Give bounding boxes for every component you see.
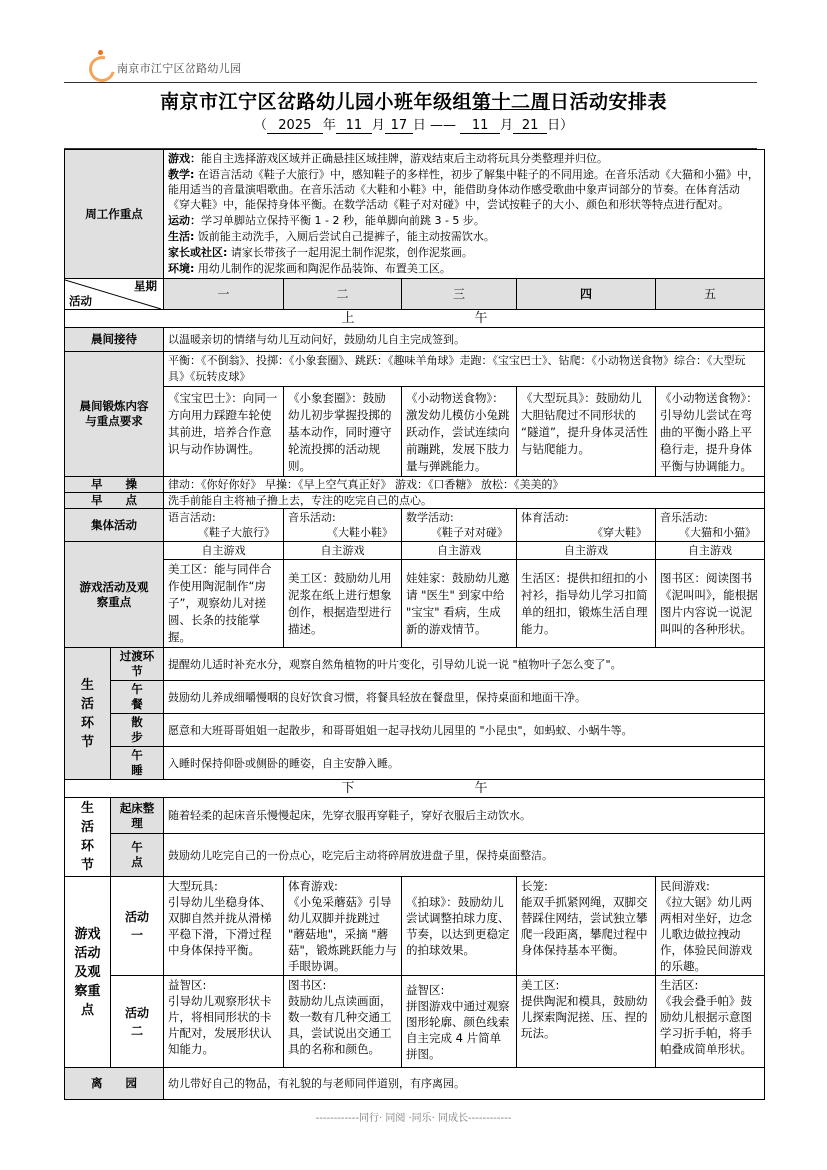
activity-name: 《鞋子大旅行》 xyxy=(198,526,275,539)
group-activity-mon xyxy=(164,509,284,542)
reception-label: 晨间接待 xyxy=(65,328,164,352)
departure-label: 离 园 xyxy=(65,1068,164,1100)
activity-type: 生活区: xyxy=(660,978,699,992)
morning-section-row xyxy=(65,310,765,328)
afternoon-snack-label: 午 点 xyxy=(111,834,164,877)
corner-weekday-label: 星期 xyxy=(134,279,157,293)
nap-label: 午 睡 xyxy=(111,747,164,780)
activity-name: 《鞋子对对碰》 xyxy=(431,526,508,539)
weekly-focus-label: 周工作重点 xyxy=(65,150,164,279)
activity2-fri xyxy=(656,976,765,1068)
activity2-mon xyxy=(164,976,284,1068)
label-line: 晨间锻炼内容 xyxy=(79,399,149,413)
play-type-wed: 自主游戏 xyxy=(402,542,517,560)
walk-row xyxy=(65,714,765,747)
activity-name: 《大鞋小鞋》 xyxy=(327,526,393,539)
focus-key: 家长或社区: xyxy=(168,246,228,259)
afternoon-snack-row xyxy=(65,834,765,877)
focus-key: 游戏： xyxy=(168,152,201,165)
play-thu: 生活区：提供扣纽扣的小衬衫，指导幼儿学习扣简单的纽扣，锻炼生活自理能力。 xyxy=(517,560,656,648)
activity-text: 《拍球》：鼓励幼儿尝试调整拍球力度、节奏，以达到更稳定的拍球效果。 xyxy=(406,895,510,957)
exercise-mon: 《宝宝巴士》：向同一方向用力踩蹬车轮使其前进，培养合作意识与动作协调性。 xyxy=(164,387,284,477)
activity-type: 民间游戏: xyxy=(660,879,710,893)
focus-key: 教学: xyxy=(168,168,195,181)
focus-text: 用幼儿制作的泥浆画和陶泥作品装饰、布置美工区。 xyxy=(194,262,451,275)
departure-row xyxy=(65,1068,765,1100)
play-type-mon: 自主游戏 xyxy=(164,542,284,560)
label-char: 生 xyxy=(80,677,94,693)
activity-text: 提供陶泥和模具，鼓励幼儿探索陶泥搓、压、捏的玩法。 xyxy=(521,994,648,1040)
label-char: 活 xyxy=(80,820,94,835)
school-logo xyxy=(89,44,241,80)
play-tue: 美工区：鼓励幼儿用泥浆在纸上进行想象创作，根据造型进行描述。 xyxy=(284,560,402,648)
schedule-table xyxy=(64,149,765,1100)
exercise-days-row xyxy=(65,387,765,477)
logo-icon xyxy=(89,48,115,80)
label-line: 游戏 xyxy=(74,926,101,942)
activity-text: 《我会叠手帕》鼓励幼儿根据示意图学习折手帕，将手帕叠成简单形状。 xyxy=(660,994,752,1056)
wakeup-row xyxy=(65,798,765,834)
focus-item xyxy=(168,213,760,228)
exercise-summary-row xyxy=(65,352,765,387)
title-prefix: 南京市江宁区岔路幼儿园小班年级组 xyxy=(159,91,472,113)
reception-row xyxy=(65,328,765,352)
weekly-focus-content xyxy=(164,150,765,279)
nap-text: 入睡时保持仰卧或侧卧的睡姿，自主安静入睡。 xyxy=(164,747,765,780)
walk-label: 散 步 xyxy=(111,714,164,747)
morning-exercise-row xyxy=(65,477,765,493)
day-header-tue: 二 xyxy=(284,279,402,310)
exercise-thu: 《大型玩具》：鼓励幼儿大胆钻爬过不同形状的 “隧道”，提升身体灵活性与钻爬能力。 xyxy=(517,387,656,477)
activity-name: 《大猫和小猫》 xyxy=(679,526,757,539)
lunch-text: 鼓励幼儿养成细嚼慢咽的良好饮食习惯，将餐具轻放在餐盘里，保持桌面和地面干净。 xyxy=(164,681,765,714)
play-type-thu: 自主游戏 xyxy=(517,542,656,560)
group-activity-wed xyxy=(402,509,517,542)
group-activity-thu xyxy=(517,509,656,542)
activity-text: 《拉大锯》幼儿两两相对坐好，边念儿歌边做拉拽动作，体验民间游戏的乐趣。 xyxy=(660,895,752,973)
focus-key: 生活: xyxy=(168,230,195,243)
departure-text: 幼儿带好自己的物品，有礼貌的与老师同伴道别，有序离园。 xyxy=(164,1068,765,1100)
morning-section-label xyxy=(65,310,765,328)
activity-type: 长笼: xyxy=(521,879,548,893)
label-line: 与重点要求 xyxy=(85,414,143,428)
label-line: 活动 xyxy=(74,945,101,961)
date-close: 日） xyxy=(547,118,574,133)
section-char: 午 xyxy=(474,311,488,326)
morning-exercise-label: 早 操 xyxy=(65,477,164,493)
month-unit: 月 xyxy=(371,118,385,133)
focus-item xyxy=(168,245,760,260)
afternoon-section-label xyxy=(65,780,765,798)
activity1-tue xyxy=(284,877,402,976)
day-header-wed: 三 xyxy=(402,279,517,310)
label-line: 察重点 xyxy=(96,594,132,609)
date-end-day: 21 xyxy=(513,118,547,134)
date-year: 2025 xyxy=(267,118,323,134)
day-unit: 日 xyxy=(412,118,426,133)
transition-label: 过渡环节 xyxy=(111,648,164,681)
label-char: 节 xyxy=(80,734,94,750)
date-dash: —— xyxy=(430,118,457,133)
activity-type: 大型玩具: xyxy=(168,879,218,893)
activity-type: 体育游戏: xyxy=(288,879,338,893)
label-line: 二 xyxy=(130,1023,143,1038)
focus-text: 请家长带孩子一起用泥土制作泥浆，创作泥浆画。 xyxy=(227,246,473,259)
focus-text: 饭前能主动洗手，入厕后尝试自己提裤子，能主动按需饮水。 xyxy=(194,230,495,243)
afternoon-snack-text: 鼓励幼儿吃完自己的一份点心，吃完后主动将碎屑放进盘子里，保持桌面整洁。 xyxy=(164,834,765,877)
exercise-fri: 《小动物送食物》：引导幼儿尝试在弯曲的平衡小路上平稳行走，提升身体平衡与协调能力。 xyxy=(656,387,765,477)
label-line: 察重 xyxy=(74,983,101,999)
afternoon-life-group-label xyxy=(65,798,111,877)
morning-snack-row xyxy=(65,493,765,509)
activity-text: 引导幼儿坐稳身体、双脚自然并拢从滑梯平稳下滑，下滑过程中身体保持平衡。 xyxy=(168,895,272,957)
title-suffix: 日活动安排表 xyxy=(550,91,668,113)
wakeup-text: 随着轻柔的起床音乐慢慢起床，先穿衣服再穿鞋子，穿好衣服后主动饮水。 xyxy=(164,798,765,834)
focus-key: 环境: xyxy=(168,262,195,275)
play-type-fri: 自主游戏 xyxy=(656,542,765,560)
focus-text: 在语言活动《鞋子大旅行》中，感知鞋子的多样性，初步了解集中鞋子的不同用途。在音乐活动《大猫和小猫》中，能用适当的音量演唱歌曲。在音乐活动《大鞋和小鞋》中，能借助身体动作感受歌曲中象声词部分的节奏。在体育活动《穿大鞋》中，能保持身体平衡。在数学活动《鞋子对对碰》中，尝试按鞋子的大小、颜色和形状等特点进行配对。 xyxy=(168,168,759,211)
week-header-row xyxy=(65,279,765,310)
activity-type: 益智区: xyxy=(168,978,207,992)
label-char: 生 xyxy=(80,801,94,816)
logo-text: 南京市江宁区岔路幼儿园 xyxy=(117,62,242,75)
afternoon-play-group-label xyxy=(65,877,111,1068)
activity-type: 体育活动: xyxy=(521,511,569,524)
activity1-fri xyxy=(656,877,765,976)
group-activity-label: 集体活动 xyxy=(65,509,164,542)
label-line: 点 xyxy=(80,1002,94,1018)
activity-name: 《穿大鞋》 xyxy=(592,526,647,539)
footer-motto: ------------同行· 同阅 ·同乐· 同成长------------ xyxy=(315,1113,512,1124)
date-open: （ xyxy=(253,118,267,133)
corner-activity-label: 活动 xyxy=(69,294,92,308)
label-line: 活动 xyxy=(124,910,149,924)
label-line: 一 xyxy=(130,928,143,942)
nap-row xyxy=(65,747,765,780)
play-days-row xyxy=(65,560,765,648)
play-fri: 图书区：阅读图书《泥叫叫》，能根据图片内容说一说泥叫叫的各种形状。 xyxy=(656,560,765,648)
focus-item xyxy=(168,151,760,166)
label-line: 及观 xyxy=(74,964,101,980)
exercise-tue: 《小象套圈》：鼓励幼儿初步掌握投掷的基本动作，同时遵守轮流投掷的活动规则。 xyxy=(284,387,402,477)
year-unit: 年 xyxy=(322,118,336,133)
group-activity-row xyxy=(65,509,765,542)
morning-life-group-label xyxy=(65,648,111,780)
day-header-mon: 一 xyxy=(164,279,284,310)
activity-text: 拼图游戏中通过观察图形轮廓、颜色线索自主完成 4 片简单拼图。 xyxy=(406,998,510,1061)
date-range xyxy=(0,114,827,134)
activity1-mon xyxy=(164,877,284,976)
walk-text: 愿意和大班哥哥姐姐一起散步，和哥哥姐姐一起寻找幼儿园里的 "小昆虫"，如蚂蚁、小蜗牛等。 xyxy=(164,714,765,747)
lunch-row xyxy=(65,681,765,714)
label-char: 节 xyxy=(80,858,94,873)
morning-snack-label: 早 点 xyxy=(65,493,164,509)
afternoon-activity1-row xyxy=(65,877,765,976)
reception-text: 以温暖亲切的情绪与幼儿互动问好，鼓励幼儿自主完成签到。 xyxy=(164,328,765,352)
title-week: 第十二周 xyxy=(471,91,550,113)
activity-text: 《小兔采蘑菇》引导幼儿双脚并拢跳过 "蘑菇地"，采摘 "蘑菇"，锻炼跳跃能力与手眼协调。 xyxy=(288,895,397,973)
activity1-wed xyxy=(402,877,517,976)
day-header-fri: 五 xyxy=(656,279,765,310)
exercise-wed: 《小动物送食物》：激发幼儿模仿小兔跳跃动作，尝试连续向前蹦跳，发展下肢力量与弹跳能力。 xyxy=(402,387,517,477)
label-line: 游戏活动及观 xyxy=(79,579,149,594)
activity-type: 图书区: xyxy=(288,978,327,992)
focus-text: 能自主选择游戏区域并正确悬挂区域挂牌，游戏结束后主动将玩具分类整理并归位。 xyxy=(201,152,608,165)
activity-type: 数学活动: xyxy=(406,511,454,524)
page-title xyxy=(0,87,827,114)
group-activity-tue xyxy=(284,509,402,542)
focus-key: 运动： xyxy=(168,214,201,227)
play-type-tue: 自主游戏 xyxy=(284,542,402,560)
weekly-focus-row xyxy=(65,150,765,279)
activity1-label xyxy=(111,877,164,976)
afternoon-activity2-row xyxy=(65,976,765,1068)
activity-text: 能双手抓紧网绳，双脚交替踩住网结，尝试独立攀爬一段距离，攀爬过程中身体保持基本平衡。 xyxy=(521,895,648,957)
morning-exercise-text: 律动：《你好你好》 早操：《早上空气真正好》 游戏：《口香糖》 放松：《美美的》 xyxy=(164,477,765,493)
label-char: 环 xyxy=(80,839,94,854)
activity2-thu xyxy=(517,976,656,1068)
activity2-tue xyxy=(284,976,402,1068)
month-unit: 月 xyxy=(500,118,514,133)
activity-text: 引导幼儿观察形状卡片，将相同形状的卡片配对，发展形状认知能力。 xyxy=(168,994,272,1056)
activity1-thu xyxy=(517,877,656,976)
play-label xyxy=(65,542,164,648)
exercise-summary: 平衡：《不倒翁》、投掷：《小象套圈》、跳跃：《趣味羊角球》走跑：《宝宝巴士》、钻爬：《小动物送食物》综合：《大型玩具》《玩转皮球》 xyxy=(164,352,765,387)
label-char: 活 xyxy=(80,696,94,712)
focus-item xyxy=(168,167,760,212)
date-end-month: 11 xyxy=(460,118,500,134)
focus-text: 学习单脚站立保持平衡 1 - 2 秒，能单脚向前跳 3 - 5 步。 xyxy=(201,214,485,227)
lunch-label: 午 餐 xyxy=(111,681,164,714)
activity2-wed xyxy=(402,976,517,1068)
section-char: 上 xyxy=(341,311,355,326)
date-start-month: 11 xyxy=(336,118,372,134)
activity-type: 语言活动: xyxy=(168,511,216,524)
activity-type: 音乐活动: xyxy=(288,511,336,524)
activity-text: 鼓励幼儿点读画面，数一数有几种交通工具，尝试说出交通工具的名称和颜色。 xyxy=(288,994,392,1056)
label-char: 环 xyxy=(80,715,94,731)
play-wed: 娃娃家：鼓励幼儿邀请 "医生" 到家中给 "宝宝" 看病，生成新的游戏情节。 xyxy=(402,560,517,648)
morning-snack-text: 洗手前能自主将袖子撸上去，专注的吃完自己的点心。 xyxy=(164,493,765,509)
focus-item xyxy=(168,229,760,244)
play-header-row xyxy=(65,542,765,560)
play-mon: 美工区：能与同伴合作使用陶泥制作“房子”，观察幼儿对搓圆、长条的技能掌握。 xyxy=(164,560,284,648)
transition-text: 提醒幼儿适时补充水分，观察自然角植物的叶片变化，引导幼儿说一说 "植物叶子怎么变了"。 xyxy=(164,648,765,681)
section-char: 下 xyxy=(341,781,355,796)
day-header-thu: 四 xyxy=(517,279,656,310)
transition-row xyxy=(65,648,765,681)
date-start-day: 17 xyxy=(385,118,413,134)
activity-type: 音乐活动: xyxy=(660,511,708,524)
header-rule xyxy=(64,82,757,83)
corner-header xyxy=(65,279,164,310)
activity-type: 美工区: xyxy=(521,978,560,992)
activity2-label xyxy=(111,976,164,1068)
focus-item xyxy=(168,261,760,276)
section-char: 午 xyxy=(474,781,488,796)
activity-type: 益智区: xyxy=(406,982,445,997)
group-activity-fri xyxy=(656,509,765,542)
exercise-label xyxy=(65,352,164,477)
afternoon-section-row xyxy=(65,780,765,798)
wakeup-label: 起床整理 xyxy=(111,798,164,834)
label-line: 活动 xyxy=(124,1005,149,1020)
